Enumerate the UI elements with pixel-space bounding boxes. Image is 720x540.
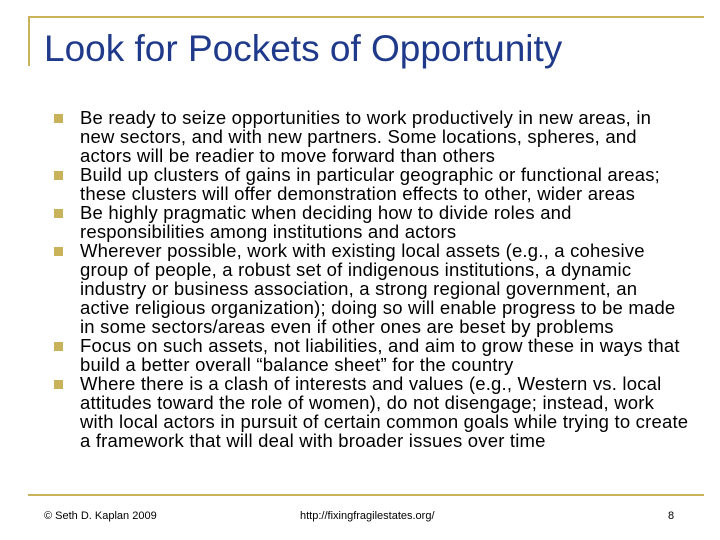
footer-url[interactable]: http://fixingfragilestates.org/: [300, 510, 435, 522]
square-bullet-icon: [54, 171, 63, 180]
bullet-item: [50, 203, 690, 241]
square-bullet-icon: [54, 247, 63, 256]
bullet-text: Build up clusters of gains in particular geographic or functional areas; these clusters will offer demonstration effects to other, wider areas: [80, 164, 660, 204]
bullet-item: [50, 336, 690, 374]
bullet-text: Wherever possible, work with existing local assets (e.g., a cohesive group of people, a robust set of indigenous institutions, a dynamic industry or business association, a strong regional government, an active religious organization); doing so will enable progress to be made in some sectors/areas even if other ones are beset by problems: [80, 240, 676, 337]
bullet-item: [50, 165, 690, 203]
bullet-item: [50, 374, 690, 450]
footer-copyright: © Seth D. Kaplan 2009: [44, 510, 157, 522]
square-bullet-icon: [54, 380, 63, 389]
bullet-list: [50, 108, 690, 450]
slide-title: Look for Pockets of Opportunity: [44, 28, 563, 69]
bullet-text: Where there is a clash of interests and values (e.g., Western vs. local attitudes toward the role of women), do not disengage; instead, work with local actors in pursuit of certain common goals while trying to create a framework that will deal with broader issues over time: [80, 373, 689, 451]
square-bullet-icon: [54, 114, 63, 123]
bullet-item: [50, 108, 690, 165]
bullet-text: Be highly pragmatic when deciding how to divide roles and responsibilities among institutions and actors: [80, 202, 572, 242]
square-bullet-icon: [54, 209, 63, 218]
bullet-text: Focus on such assets, not liabilities, and aim to grow these in ways that build a better overall “balance sheet” for the country: [80, 335, 680, 375]
page-number: 8: [668, 510, 675, 522]
bullet-item: [50, 241, 690, 336]
frame-top-line: [28, 16, 704, 18]
bullet-text: Be ready to seize opportunities to work productively in new areas, in new sectors, and with new partners. Some locations, spheres, and actors will be readier to move forward than others: [80, 107, 652, 166]
footer-rule: [28, 494, 704, 496]
frame-left-line: [28, 16, 30, 66]
square-bullet-icon: [54, 342, 63, 351]
